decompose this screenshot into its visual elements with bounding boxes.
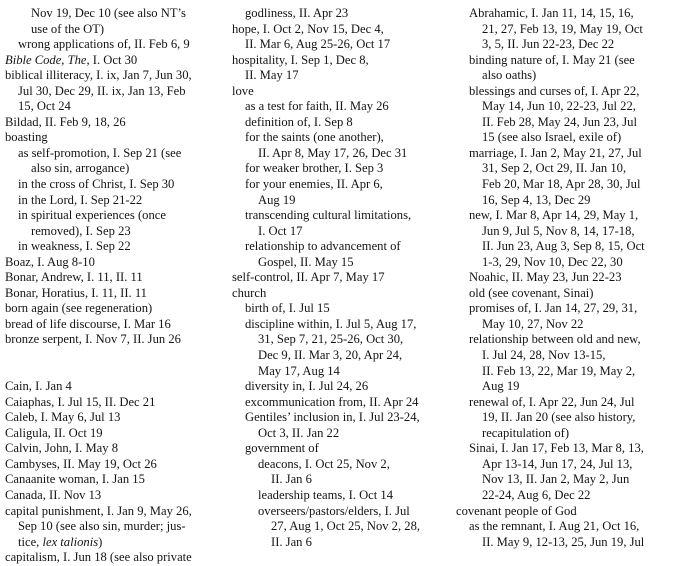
index-entry [5,255,230,271]
index-subentry [456,37,679,53]
index-text: II. May 17 [245,68,299,83]
index-text: 3, 5, II. Jun 22-23, Dec 22 [482,37,615,52]
index-text: 19, II. Jan 20 (see also history, [482,410,636,425]
index-text: Sinai, I. Jan 17, Feb 13, Mar 8, 13, [469,441,644,456]
index-entry [5,317,230,333]
index-subentry [5,224,230,240]
index-text: covenant people of God [456,503,577,518]
index-text: Feb 20, Mar 18, Apr 28, 30, Jul [482,177,641,192]
index-entry [5,426,230,442]
index-subentry [5,99,230,115]
index-subentry [5,193,230,209]
index-entry [232,53,454,69]
index-subentry [232,193,454,209]
index-text: Aug 19 [482,379,520,394]
index-text: Cambyses, II. May 19, Oct 26 [5,456,157,471]
index-subentry [232,177,454,193]
index-subentry [5,6,230,22]
index-text: I. Oct 30 [89,52,138,67]
index-subentry [232,37,454,53]
index-text: relationship between old and new, [469,332,641,347]
index-text: Noahic, II. May 23, Jun 22-23 [469,270,622,285]
index-entry [5,286,230,302]
index-text: bronze serpent, I. Nov 7, II. Jun 26 [5,332,181,347]
index-subentry [456,457,679,473]
index-text: 15 (see also Israel, exile of) [482,130,622,145]
index-subentry [456,348,679,364]
index-subentry [456,270,679,286]
index-text: in weakness, I. Sep 22 [18,239,131,254]
index-subentry [456,255,679,271]
index-entry [5,301,230,317]
index-text: as the remnant, I. Aug 21, Oct 16, [469,519,640,534]
index-subentry [232,208,454,224]
index-text: Caiaphas, I. Jul 15, II. Dec 21 [5,394,156,409]
index-subentry [232,130,454,146]
index-text: II. Feb 28, May 24, Jun 23, Jul [482,114,637,129]
index-text: love [232,83,254,98]
index-text: discipline within, I. Jul 5, Aug 17, [245,316,417,331]
index-text: as self-promotion, I. Sep 21 (see [18,145,182,160]
index-text: Caleb, I. May 6, Jul 13 [5,410,121,425]
index-text: 27, Aug 1, Oct 25, Nov 2, 28, [271,519,421,534]
index-subentry [232,115,454,131]
index-subentry [5,208,230,224]
index-subentry [456,84,679,100]
index-text: II. Apr 8, May 17, 26, Dec 31 [258,145,408,160]
index-italic-text: Bible Code, The, [5,52,90,67]
index-text: II. Jan 6 [271,534,312,549]
index-text: new, I. Mar 8, Apr 14, 29, May 1, [469,208,639,223]
index-subentry [456,286,679,302]
index-text: blessings and curses of, I. Apr 22, [469,83,640,98]
index-text: capitalism, I. Jun 18 (see also private [5,550,192,565]
index-entry [232,22,454,38]
index-entry [5,504,230,520]
index-text: boasting [5,130,48,145]
index-subentry [456,332,679,348]
index-entry [5,550,230,566]
index-text: May 14, Jun 10, 22-23, Jul 22, [482,99,636,114]
index-text: definition of, I. Sep 8 [245,114,353,129]
index-subentry [5,239,230,255]
index-subentry [232,146,454,162]
index-subentry [232,364,454,380]
index-text: birth of, I. Jul 15 [245,301,330,316]
index-column-middle [232,6,454,550]
index-subentry [5,84,230,100]
index-subentry [232,224,454,240]
index-text: II. May 9, 12-13, 25, Jun 19, Jul [482,534,645,549]
index-subentry [232,519,454,535]
index-entry [5,53,230,69]
index-subentry [232,457,454,473]
index-text: Canada, II. Nov 13 [5,487,102,502]
index-text: Jul 30, Dec 29, II. ix, Jan 13, Feb [18,83,186,98]
index-subentry [232,332,454,348]
index-column-right [456,6,679,550]
index-entry [5,68,230,84]
index-subentry [456,68,679,84]
index-text: 31, Sep 7, 21, 25-26, Oct 30, [258,332,404,347]
index-text: 16, Sep 4, 13, Dec 29 [482,192,591,207]
index-entry [456,504,679,520]
index-subentry [456,99,679,115]
index-text: hospitality, I. Sep 1, Dec 8, [232,52,369,67]
index-text: as a test for faith, II. May 26 [245,99,389,114]
index-text: II. Jun 23, Aug 3, Sep 8, 15, Oct [482,239,645,254]
index-subentry [456,472,679,488]
index-subentry [232,535,454,551]
index-text: wrong applications of, II. Feb 6, 9 [18,37,190,52]
index-subentry [456,426,679,442]
index-subentry [456,364,679,380]
index-entry [232,270,454,286]
index-subentry [456,130,679,146]
index-text: also oaths) [482,68,537,83]
index-text: Gentiles’ inclusion in, I. Jul 23-24, [245,410,420,425]
index-text: II. Mar 6, Aug 25-26, Oct 17 [245,37,391,52]
index-entry [5,457,230,473]
index-text: Sep 10 (see also sin, murder; jus- [18,519,186,534]
index-text: old (see covenant, Sinai) [469,285,594,300]
index-text: removed), I. Sep 23 [31,223,131,238]
index-subentry [232,504,454,520]
index-text: Bonar, Andrew, I. 11, II. 11 [5,270,143,285]
index-subentry [232,161,454,177]
index-subentry [232,239,454,255]
index-text: 22-24, Aug 6, Dec 22 [482,487,591,502]
index-subentry [232,441,454,457]
index-text: Bonar, Horatius, I. 11, II. 11 [5,285,147,300]
index-text: Boaz, I. Aug 8-10 [5,254,95,269]
index-entry [5,441,230,457]
index-entry [232,84,454,100]
index-text: Bildad, II. Feb 9, 18, 26 [5,114,126,129]
index-subentry [5,22,230,38]
index-subentry [456,395,679,411]
index-subentry [232,99,454,115]
index-subentry [5,37,230,53]
index-subentry [232,317,454,333]
index-subentry [456,208,679,224]
index-text: also sin, arrogance) [31,161,130,176]
index-subentry [232,348,454,364]
index-text: II. Jan 6 [271,472,312,487]
index-text: Apr 13-14, Jun 17, 24, Jul 13, [482,456,633,471]
index-text: bread of life discourse, I. Mar 16 [5,316,171,331]
index-text: recapitulation of) [482,425,570,440]
index-text: church [232,285,267,300]
index-entry [5,115,230,131]
index-text: I. Oct 17 [258,223,303,238]
index-text: tice, [18,534,43,549]
index-subentry [232,255,454,271]
index-text: excommunication from, II. Apr 24 [245,394,419,409]
index-entry [5,130,230,146]
index-text: relationship to advancement of [245,239,401,254]
index-text: Canaanite woman, I. Jan 15 [5,472,145,487]
index-entry [5,410,230,426]
index-subentry [232,395,454,411]
index-text: Jun 9, Jul 5, Nov 8, 14, 17-18, [482,223,635,238]
index-text: leadership teams, I. Oct 14 [258,487,393,502]
index-text: biblical illiteracy, I. ix, Jan 7, Jun 30, [5,68,192,83]
index-subentry [456,161,679,177]
blank-line [5,364,230,380]
index-text: marriage, I. Jan 2, May 21, 27, Jul [469,145,642,160]
index-subentry [456,22,679,38]
index-subentry [456,441,679,457]
index-subentry [5,177,230,193]
index-text: Oct 3, II. Jan 22 [258,425,340,440]
index-subentry [456,6,679,22]
index-column-left [5,6,230,566]
index-text: Calvin, John, I. May 8 [5,441,118,456]
index-subentry [456,53,679,69]
index-text: ) [98,534,103,549]
index-text: Abrahamic, I. Jan 11, 14, 15, 16, [469,6,634,20]
index-text: 1-3, 29, Nov 10, Dec 22, 30 [482,254,623,269]
index-subentry [5,535,230,551]
index-subentry [232,488,454,504]
index-text: Dec 9, II. Mar 3, 20, Apr 24, [258,348,403,363]
index-text: 31, Sep 2, Oct 29, II. Jan 10, [482,161,627,176]
index-text: for your enemies, II. Apr 6, [245,177,383,192]
index-entry [5,488,230,504]
index-entry [5,379,230,395]
index-text: Nov 13, II. Jan 2, May 2, Jun [482,472,630,487]
index-text: Caligula, II. Oct 19 [5,425,103,440]
index-subentry [5,161,230,177]
index-subentry [232,426,454,442]
index-subentry [456,146,679,162]
index-text: 15, Oct 24 [18,99,71,114]
index-text: in the Lord, I. Sep 21-22 [18,192,143,207]
index-text: in spiritual experiences (once [18,208,166,223]
index-text: deacons, I. Oct 25, Nov 2, [258,456,390,471]
index-text: promises of, I. Jan 14, 27, 29, 31, [469,301,638,316]
index-text: capital punishment, I. Jan 9, May 26, [5,503,192,518]
index-text: for weaker brother, I. Sep 3 [245,161,384,176]
index-entry [5,395,230,411]
index-text: for the saints (one another), [245,130,384,145]
index-text: hope, I. Oct 2, Nov 15, Dec 4, [232,21,384,36]
index-text: May 10, 27, Nov 22 [482,316,584,331]
index-entry [5,270,230,286]
index-subentry [456,488,679,504]
index-text: renewal of, I. Apr 22, Jun 24, Jul [469,394,635,409]
index-text: Cain, I. Jan 4 [5,379,72,394]
index-subentry [456,519,679,535]
index-text: diversity in, I. Jul 24, 26 [245,379,369,394]
index-subentry [456,177,679,193]
index-subentry [232,6,454,22]
index-text: Aug 19 [258,192,296,207]
index-entry [232,286,454,302]
index-italic-text: lex talionis [42,534,99,549]
index-text: use of the OT) [31,21,105,36]
index-subentry [456,379,679,395]
index-text: I. Jul 24, 28, Nov 13-15, [482,348,606,363]
index-subentry [456,535,679,551]
index-entry [5,472,230,488]
index-text: Nov 19, Dec 10 (see also NT’s [31,6,186,20]
index-subentry [232,472,454,488]
index-subentry [456,224,679,240]
index-text: godliness, II. Apr 23 [245,6,349,20]
index-subentry [456,410,679,426]
index-text: 21, 27, Feb 13, 19, May 19, Oct [482,21,643,36]
index-subentry [456,239,679,255]
index-entry [5,332,230,348]
index-text: self-control, II. Apr 7, May 17 [232,270,385,285]
index-text: transcending cultural limitations, [245,208,412,223]
index-subentry [456,301,679,317]
index-text: overseers/pastors/elders, I. Jul [258,503,410,518]
index-text: in the cross of Christ, I. Sep 30 [18,177,175,192]
index-subentry [232,301,454,317]
index-text: government of [245,441,319,456]
index-subentry [232,379,454,395]
index-subentry [232,68,454,84]
blank-line [5,348,230,364]
index-subentry [5,146,230,162]
index-text: May 17, Aug 14 [258,363,340,378]
index-text: Gospel, II. May 15 [258,254,354,269]
index-subentry [5,519,230,535]
index-subentry [232,410,454,426]
index-text: II. Feb 13, 22, Mar 19, May 2, [482,363,636,378]
index-text: binding nature of, I. May 21 (see [469,52,635,67]
index-text: born again (see regeneration) [5,301,153,316]
index-subentry [456,317,679,333]
index-subentry [456,115,679,131]
index-subentry [456,193,679,209]
